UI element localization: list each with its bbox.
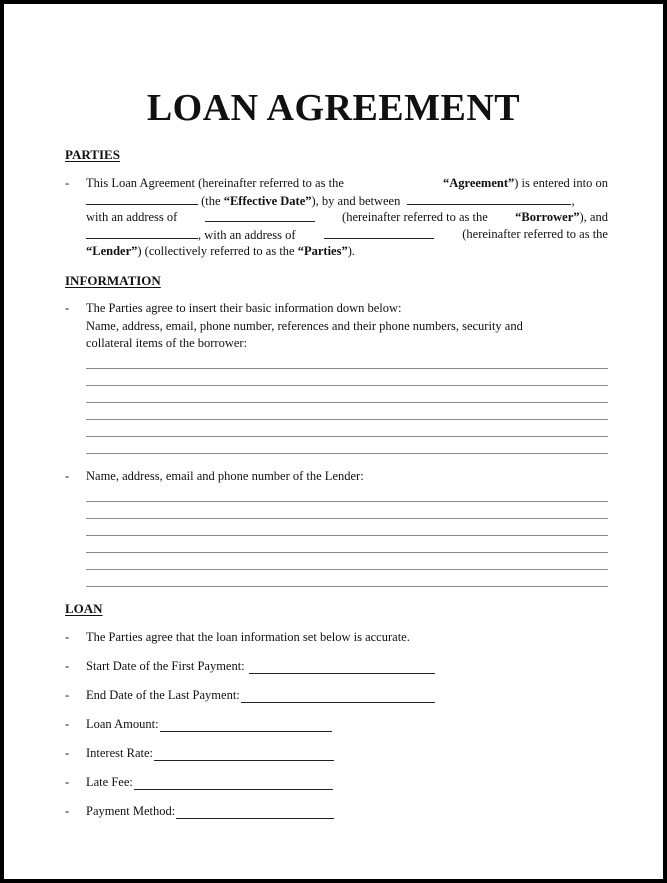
information-heading: INFORMATION <box>65 273 161 288</box>
payment-method-blank[interactable] <box>176 806 334 819</box>
borrower-address-field[interactable] <box>205 210 315 222</box>
borrower-info-line[interactable] <box>86 385 608 386</box>
bullet: - <box>65 717 70 731</box>
loan-amount-field: Loan Amount: <box>86 717 332 732</box>
borrower-info-detail-2: collateral items of the borrower: <box>86 336 248 350</box>
lender-info-line[interactable] <box>86 569 608 570</box>
borrower-info-line[interactable] <box>86 419 608 420</box>
late-fee-field: Late Fee: <box>86 775 333 790</box>
bullet: - <box>65 746 70 760</box>
end-date-blank[interactable] <box>241 690 435 703</box>
parties-line-5: “Lender”) (collectively referred to as the “Parties”). <box>86 244 356 258</box>
parties-line-2: (the “Effective Date”), by and between , <box>86 193 608 209</box>
borrower-info-line[interactable] <box>86 368 608 369</box>
bullet: - <box>65 630 70 644</box>
loan-heading: LOAN <box>65 601 103 616</box>
loan-amount-blank[interactable] <box>160 719 332 732</box>
party-two-name-field[interactable] <box>86 227 198 239</box>
bullet: - <box>65 301 70 315</box>
bullet: - <box>65 176 70 190</box>
lender-info-line[interactable] <box>86 501 608 502</box>
start-date-field: Start Date of the First Payment: <box>86 659 435 674</box>
bullet: - <box>65 469 70 483</box>
lender-info-line[interactable] <box>86 586 608 587</box>
lender-info-line[interactable] <box>86 552 608 553</box>
agreement-date-field[interactable] <box>86 193 198 205</box>
parties-line-3: with an address of (hereinafter referred to as the “Borrower”), and <box>86 210 608 224</box>
payment-method-field: Payment Method: <box>86 804 334 819</box>
interest-rate-field: Interest Rate: <box>86 746 334 761</box>
loan-intro: The Parties agree that the loan information set below is accurate. <box>86 630 410 644</box>
bullet: - <box>65 775 70 789</box>
parties-heading: PARTIES <box>65 147 120 162</box>
lender-info-line[interactable] <box>86 518 608 519</box>
lender-info-line[interactable] <box>86 535 608 536</box>
end-date-field: End Date of the Last Payment: <box>86 688 435 703</box>
lender-address-field[interactable] <box>324 227 434 239</box>
interest-rate-blank[interactable] <box>154 748 334 761</box>
party-one-name-field[interactable] <box>407 193 571 205</box>
lender-info-intro: Name, address, email and phone number of the Lender: <box>86 469 364 483</box>
parties-line-4: , with an address of (hereinafter referred to as the <box>86 227 608 243</box>
borrower-info-intro: The Parties agree to insert their basic information down below: <box>86 301 402 315</box>
parties-line-1: This Loan Agreement (hereinafter referred to as the “Agreement”) is entered into on <box>86 176 608 190</box>
borrower-info-line[interactable] <box>86 402 608 403</box>
borrower-info-line[interactable] <box>86 436 608 437</box>
borrower-info-line[interactable] <box>86 453 608 454</box>
start-date-blank[interactable] <box>249 661 435 674</box>
borrower-info-detail-1: Name, address, email, phone number, references and their phone numbers, security and <box>86 319 523 333</box>
bullet: - <box>65 804 70 818</box>
late-fee-blank[interactable] <box>134 777 333 790</box>
bullet: - <box>65 659 70 673</box>
bullet: - <box>65 688 70 702</box>
document-title: LOAN AGREEMENT <box>146 87 521 129</box>
